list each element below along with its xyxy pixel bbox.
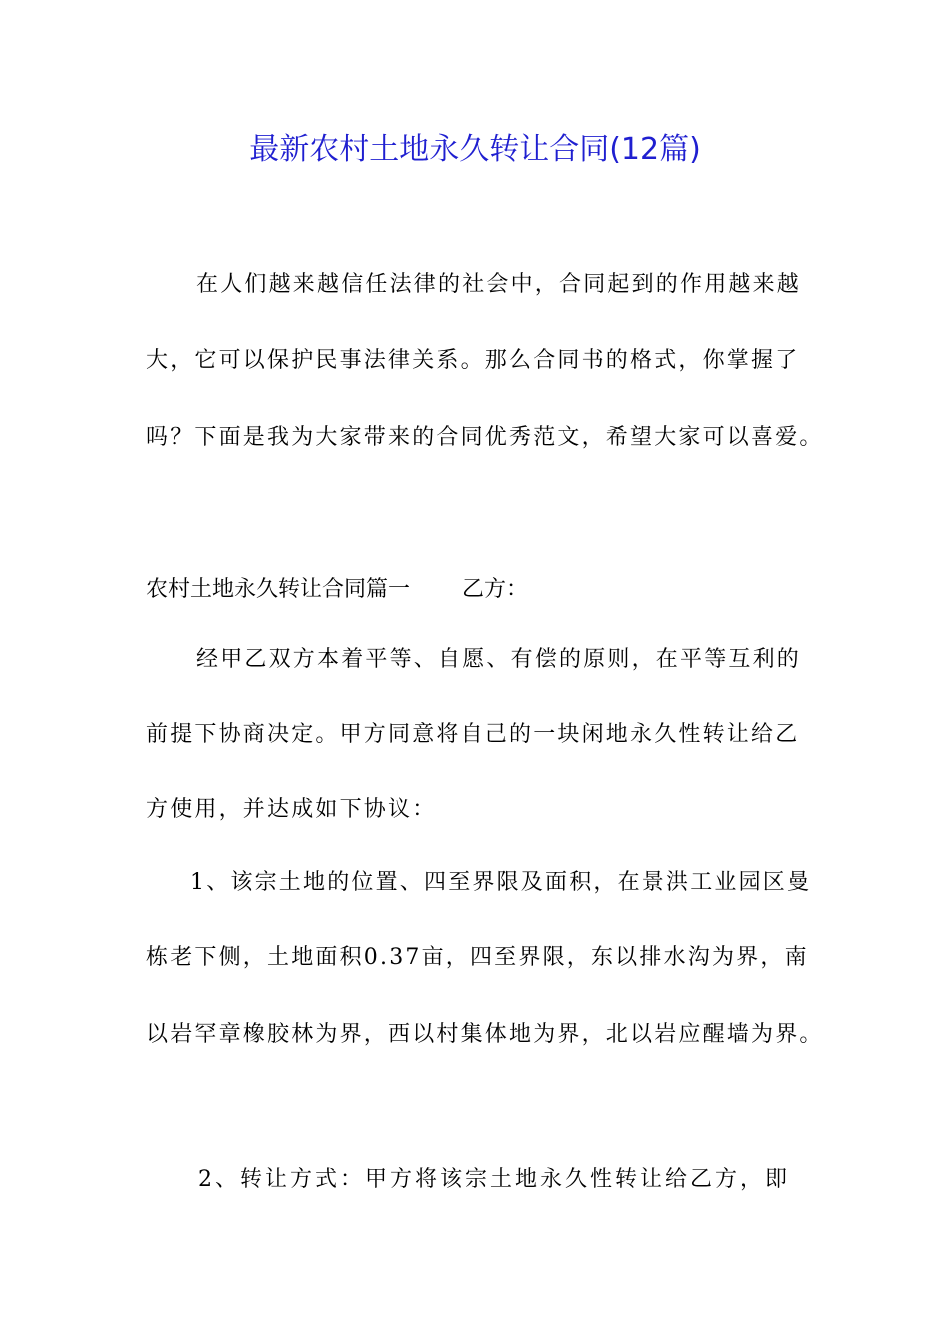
clause-1-line-3: 以岩罕章橡胶林为界，西以村集体地为界，北以岩应醒墙为界。 — [146, 1022, 824, 1047]
clause-2-line-1: 2、转让方式：甲方将该宗土地永久性转让给乙方，即 — [198, 1167, 790, 1192]
party-b-label: 乙方： — [462, 577, 529, 602]
section-heading: 农村土地永久转让合同篇一 — [146, 577, 411, 602]
clause-1-line-1: 1、该宗土地的位置、四至界限及面积，在景洪工业园区曼 — [190, 870, 812, 895]
clause-1-line-2: 栋老下侧，土地面积0.37亩，四至界限，东以排水沟为界，南 — [146, 945, 809, 970]
intro-line-1: 在人们越来越信任法律的社会中，合同起到的作用越来越 — [196, 272, 802, 297]
section-heading-row — [146, 575, 528, 605]
body-line-3: 方使用，并达成如下协议： — [146, 797, 437, 822]
page-title: 最新农村土地永久转让合同(12篇) — [249, 132, 701, 167]
intro-line-3: 吗？下面是我为大家带来的合同优秀范文，希望大家可以喜爱。 — [146, 425, 824, 450]
body-line-1: 经甲乙双方本着平等、自愿、有偿的原则，在平等互利的 — [196, 647, 802, 672]
intro-line-2: 大，它可以保护民事法律关系。那么合同书的格式，你掌握了 — [146, 348, 800, 373]
body-line-2: 前提下协商决定。甲方同意将自己的一块闲地永久性转让给乙 — [146, 722, 800, 747]
